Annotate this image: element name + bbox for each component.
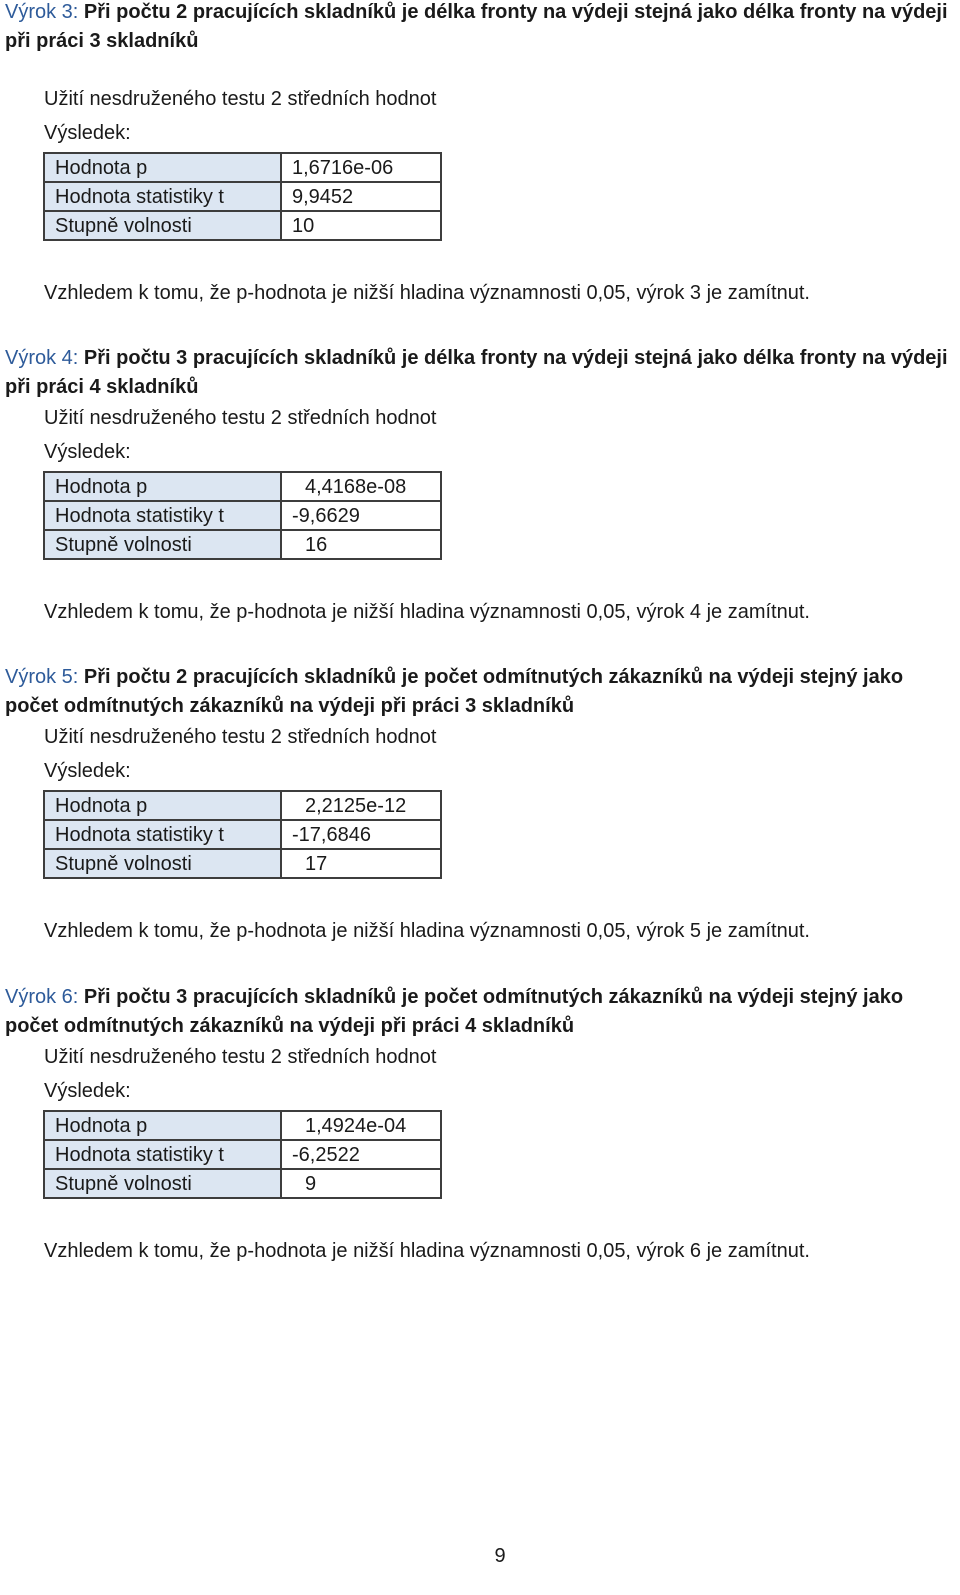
result-table: [43, 790, 442, 879]
row-value: -17,6846: [281, 820, 441, 849]
result-table: [43, 152, 442, 241]
claim-text: Při počtu 3 pracujících skladníků je počet odmítnutých zákazníků na výdeji stejný jako počet odmítnutých zákazníků na výdeji při práci 4 skladníků: [5, 986, 904, 1037]
row-label: Hodnota statistiky t: [44, 820, 281, 849]
claim-label: Výrok 6:: [5, 986, 79, 1008]
method-text: Užití nesdruženého testu 2 středních hodnot: [44, 407, 437, 429]
row-label: Hodnota p: [44, 472, 281, 501]
row-label: Hodnota statistiky t: [44, 1140, 281, 1169]
row-value: -9,6629: [281, 501, 441, 530]
claim-heading: [5, 344, 950, 402]
row-label: Stupně volnosti: [44, 1169, 281, 1198]
claim-text: Při počtu 2 pracujících skladníků je délka fronty na výdeji stejná jako délka fronty na výdeji při práci 3 skladníků: [5, 1, 948, 52]
table-row: [44, 153, 441, 182]
result-table: [43, 1110, 442, 1199]
claim-label: Výrok 3:: [5, 1, 79, 23]
page-number: 9: [494, 1545, 506, 1567]
row-label: Hodnota p: [44, 153, 281, 182]
row-value: 1,6716e-06: [281, 153, 441, 182]
claim-text: Při počtu 3 pracujících skladníků je délka fronty na výdeji stejná jako délka fronty na výdeji při práci 4 skladníků: [5, 347, 948, 398]
row-value: 16: [281, 530, 441, 559]
table-row: [44, 820, 441, 849]
table-row: [44, 501, 441, 530]
row-label: Hodnota statistiky t: [44, 501, 281, 530]
table-row: [44, 1111, 441, 1140]
table-row: [44, 1169, 441, 1198]
claim-heading: [5, 0, 950, 56]
conclusion-text: Vzhledem k tomu, že p-hodnota je nižší hladina významnosti 0,05, výrok 5 je zamítnut.: [44, 920, 810, 942]
result-label: Výsledek:: [44, 441, 131, 463]
row-value: 9: [281, 1169, 441, 1198]
row-value: 9,9452: [281, 182, 441, 211]
row-value: -6,2522: [281, 1140, 441, 1169]
row-label: Hodnota statistiky t: [44, 182, 281, 211]
result-table: [43, 471, 442, 560]
conclusion-text: Vzhledem k tomu, že p-hodnota je nižší hladina významnosti 0,05, výrok 6 je zamítnut.: [44, 1240, 810, 1262]
claim-heading: [5, 663, 950, 721]
row-label: Stupně volnosti: [44, 211, 281, 240]
row-value: 2,2125e-12: [281, 791, 441, 820]
method-text: Užití nesdruženého testu 2 středních hodnot: [44, 726, 437, 748]
claim-text: Při počtu 2 pracujících skladníků je počet odmítnutých zákazníků na výdeji stejný jako počet odmítnutých zákazníků na výdeji při práci 3 skladníků: [5, 666, 904, 717]
row-label: Stupně volnosti: [44, 849, 281, 878]
claim-label: Výrok 4:: [5, 347, 79, 369]
conclusion-text: Vzhledem k tomu, že p-hodnota je nižší hladina významnosti 0,05, výrok 3 je zamítnut.: [44, 282, 810, 304]
table-row: [44, 849, 441, 878]
row-value: 1,4924e-04: [281, 1111, 441, 1140]
row-label: Hodnota p: [44, 791, 281, 820]
table-row: [44, 791, 441, 820]
table-row: [44, 472, 441, 501]
claim-heading: [5, 983, 950, 1041]
claim-label: Výrok 5:: [5, 666, 79, 688]
table-row: [44, 211, 441, 240]
row-label: Stupně volnosti: [44, 530, 281, 559]
table-row: [44, 1140, 441, 1169]
method-text: Užití nesdruženého testu 2 středních hodnot: [44, 1046, 437, 1068]
method-text: Užití nesdruženého testu 2 středních hodnot: [44, 88, 437, 110]
row-value: 4,4168e-08: [281, 472, 441, 501]
row-value: 10: [281, 211, 441, 240]
result-label: Výsledek:: [44, 760, 131, 782]
conclusion-text: Vzhledem k tomu, že p-hodnota je nižší hladina významnosti 0,05, výrok 4 je zamítnut.: [44, 601, 810, 623]
row-label: Hodnota p: [44, 1111, 281, 1140]
table-row: [44, 182, 441, 211]
table-row: [44, 530, 441, 559]
row-value: 17: [281, 849, 441, 878]
result-label: Výsledek:: [44, 1080, 131, 1102]
result-label: Výsledek:: [44, 122, 131, 144]
